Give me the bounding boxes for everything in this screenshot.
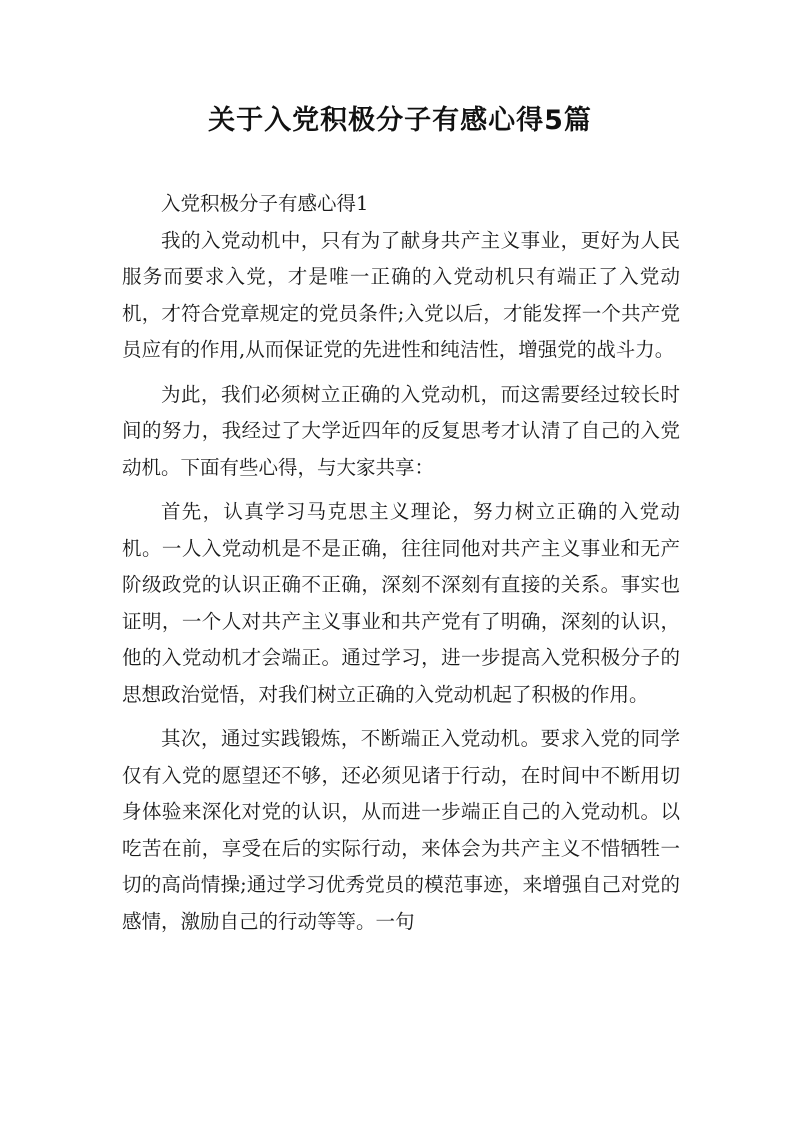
- paragraph-4: 其次，通过实践锻炼，不断端正入党动机。要求入党的同学仅有入党的愿望还不够，还必须见诸于行动，在时间中不断用切身体验来深化对党的认识，从而进一步端正自己的入党动机。以吃苦在前，享受在后的实际行动，来体会为共产主义不惜牺牲一切的高尚情操;通过学习优秀党员的模范事迹，来增强自己对党的感情，激励自己的行动等等。一句: [122, 727, 680, 933]
- paragraph-3: 首先，认真学习马克思主义理论，努力树立正确的入党动机。一人入党动机是不是正确，往往同他对共产主义事业和无产阶级政党的认识正确不正确，深刻不深刻有直接的关系。事实也证明，一个人对共产主义事业和共产党有了明确，深刻的认识，他的入党动机才会端正。通过学习，进一步提高入党积极分子的思想政治觉悟，对我们树立正确的入党动机起了积极的作用。: [122, 500, 680, 706]
- section-heading: 入党积极分子有感心得1: [161, 192, 369, 215]
- document-body: [122, 186, 680, 948]
- document-title: 关于入党积极分子有感心得5篇: [208, 105, 592, 136]
- paragraph-1: 我的入党动机中，只有为了献身共产主义事业，更好为人民服务而要求入党，才是唯一正确的入党动机只有端正了入党动机，才符合党章规定的党员条件;入党以后，才能发挥一个共产党员应有的作用,从而保证党的先进性和纯洁性，增强党的战斗力。: [122, 228, 680, 361]
- paragraph-2: 为此，我们必须树立正确的入党动机，而这需要经过较长时间的努力，我经过了大学近四年的反复思考才认清了自己的入党动机。下面有些心得，与大家共享：: [122, 382, 680, 479]
